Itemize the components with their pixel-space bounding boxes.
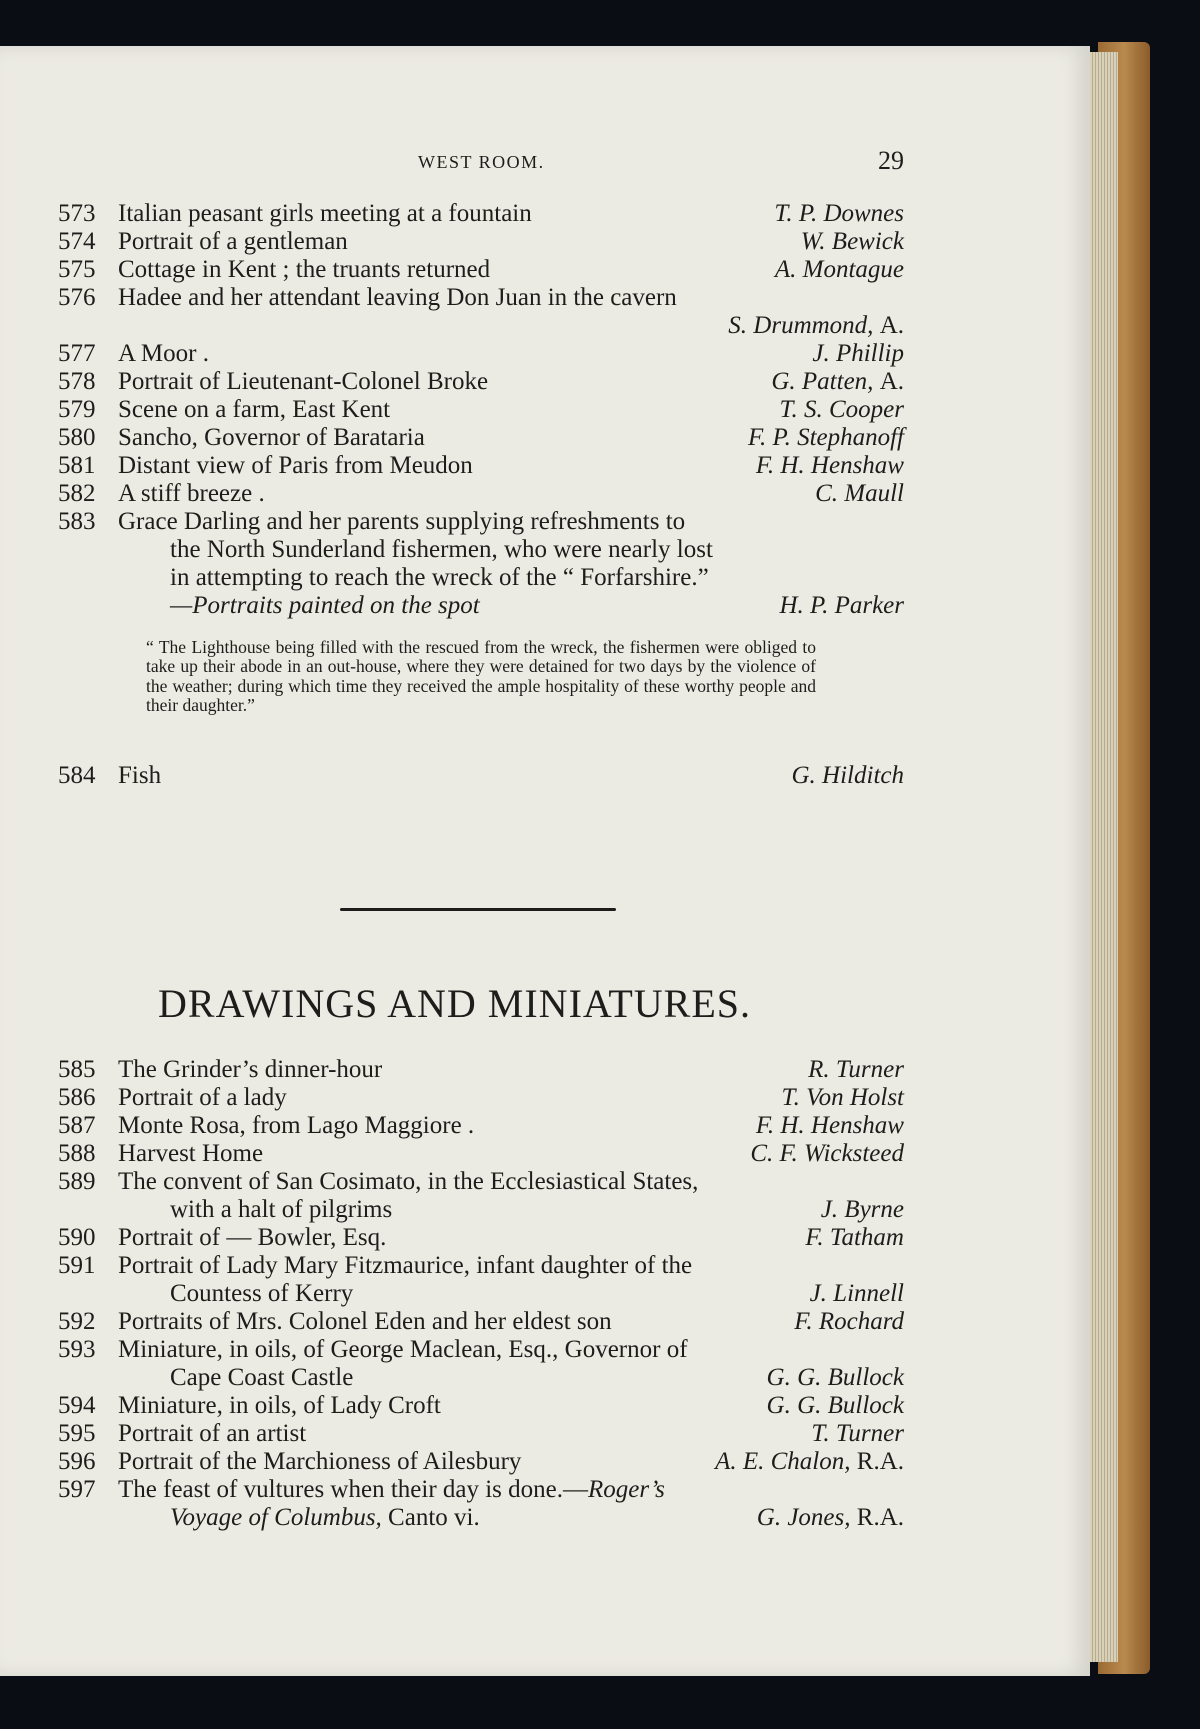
entry-artist: F. H. Henshaw — [755, 452, 904, 479]
entry-number: 585 — [58, 1056, 96, 1083]
entry-artist: G. G. Bullock — [766, 1364, 904, 1391]
entry-title: The convent of San Cosimato, in the Ecclesiastical States, — [118, 1168, 699, 1195]
entry-title: Fish — [118, 762, 162, 789]
running-header — [0, 146, 1090, 180]
entry-title-line: Countess of Kerry — [170, 1280, 354, 1307]
entry-number: 580 — [58, 424, 96, 451]
entry-artist: J. Byrne — [820, 1196, 904, 1223]
entry-title: Harvest Home — [118, 1140, 264, 1167]
entry-number: 579 — [58, 396, 96, 423]
entry-number: 576 — [58, 284, 96, 311]
entry-title: Italian peasant girls meeting at a fountain — [118, 200, 532, 227]
entry-number: 574 — [58, 228, 96, 255]
section-heading: DRAWINGS AND MINIATURES. — [158, 981, 752, 1026]
entry-title: Portrait of Lady Mary Fitzmaurice, infant daughter of the — [118, 1252, 693, 1279]
entry-artist: A. Montague — [774, 256, 904, 283]
entry-artist: R. Turner — [808, 1056, 904, 1083]
entry-title: Distant view of Paris from Meudon — [118, 452, 473, 479]
entry-title-line: in attempting to reach the wreck of the “ Forfarshire.” — [170, 564, 709, 591]
entry-title: A stiff breeze . — [118, 480, 265, 507]
entry-title: Portrait of Lieutenant-Colonel Broke — [118, 368, 489, 395]
entry-artist: F. P. Stephanoff — [747, 424, 904, 451]
entry-number: 586 — [58, 1084, 96, 1111]
entry-number: 595 — [58, 1420, 96, 1447]
entry-number: 575 — [58, 256, 96, 283]
entry-artist: J. Linnell — [809, 1280, 904, 1307]
entry-number: 584 — [58, 762, 96, 789]
entry-quote: “ The Lighthouse being filled with the rescued from the wreck, the fishermen were obliged to take up their abode in an out-house, where they were detained for two days by the violence of the weather; during which time they received the ample hospitality of these worthy people and their daughter.” — [146, 637, 816, 716]
entry-artist: G. Hilditch — [791, 762, 904, 789]
entry-number: 590 — [58, 1224, 96, 1251]
entry-number: 591 — [58, 1252, 96, 1279]
entry-number: 597 — [58, 1476, 96, 1503]
entry-number: 582 — [58, 480, 96, 507]
entry-title: A Moor . — [118, 340, 209, 367]
entry-number: 581 — [58, 452, 96, 479]
entry-title: Scene on a farm, East Kent — [118, 396, 391, 423]
entry-title: Portrait of a lady — [118, 1084, 287, 1111]
catalogue-page — [0, 46, 1090, 1676]
entry-subtitle: —Portraits painted on the spot — [170, 592, 480, 619]
entry-number: 577 — [58, 340, 96, 367]
entry-artist: G. G. Bullock — [766, 1392, 904, 1419]
entry-artist: J. Phillip — [812, 340, 904, 367]
entry-title: Cottage in Kent ; the truants returned — [118, 256, 491, 283]
entry-artist: T. P. Downes — [774, 200, 904, 227]
entry-artist: F. H. Henshaw — [755, 1112, 904, 1139]
section-divider — [340, 908, 616, 911]
entry-number: 593 — [58, 1336, 96, 1363]
entry-title: Portrait of an artist — [118, 1420, 307, 1447]
entry-artist: G. Patten, A. — [771, 368, 904, 395]
entry-title: The feast of vultures when their day is done.—Roger’s — [118, 1476, 665, 1503]
entry-artist: C. Maull — [815, 480, 904, 507]
entry-artist: A. E. Chalon, R.A. — [715, 1448, 904, 1475]
entry-title: Hadee and her attendant leaving Don Juan in the cavern — [118, 284, 677, 311]
entry-title-line: Cape Coast Castle — [170, 1364, 354, 1391]
running-title: WEST ROOM. — [418, 152, 545, 172]
page-number: 29 — [878, 146, 904, 175]
entry-title: Portraits of Mrs. Colonel Eden and her eldest son — [118, 1308, 612, 1335]
entry-number: 596 — [58, 1448, 96, 1475]
entry-title-line: with a halt of pilgrims — [170, 1196, 393, 1223]
entry-artist: H. P. Parker — [779, 592, 904, 619]
entry-title: The Grinder’s dinner-hour — [118, 1056, 383, 1083]
entry-title: Portrait of a gentleman — [118, 228, 348, 255]
entry-artist: T. Von Holst — [781, 1084, 904, 1111]
entry-title: Portrait of — Bowler, Esq. — [118, 1224, 387, 1251]
entry-number: 589 — [58, 1168, 96, 1195]
entry-artist: F. Rochard — [794, 1308, 904, 1335]
entry-artist: F. Tatham — [805, 1224, 904, 1251]
entry-title: Miniature, in oils, of Lady Croft — [118, 1392, 441, 1419]
entry-title: Portrait of the Marchioness of Ailesbury — [118, 1448, 522, 1475]
entry-number: 588 — [58, 1140, 96, 1167]
entry-number: 583 — [58, 508, 96, 535]
entry-artist: C. F. Wicksteed — [750, 1140, 904, 1167]
entry-number: 578 — [58, 368, 96, 395]
entry-title-line: the North Sunderland fishermen, who were nearly lost — [170, 536, 713, 563]
entry-artist: T. S. Cooper — [779, 396, 904, 423]
entry-number: 573 — [58, 200, 96, 227]
entry-artist: T. Turner — [811, 1420, 904, 1447]
entry-artist: W. Bewick — [800, 228, 904, 255]
entry-artist: G. Jones, R.A. — [756, 1504, 904, 1531]
entry-number: 594 — [58, 1392, 96, 1419]
entry-title-line: Voyage of Columbus, Canto vi. — [170, 1504, 480, 1531]
entry-number: 592 — [58, 1308, 96, 1335]
entry-title: Sancho, Governor of Barataria — [118, 424, 425, 451]
entry-number: 587 — [58, 1112, 96, 1139]
entry-artist: S. Drummond, A. — [728, 312, 904, 339]
entry-title: Grace Darling and her parents supplying refreshments to — [118, 508, 686, 535]
entry-title: Monte Rosa, from Lago Maggiore . — [118, 1112, 475, 1139]
entry-title: Miniature, in oils, of George Maclean, Esq., Governor of — [118, 1336, 688, 1363]
